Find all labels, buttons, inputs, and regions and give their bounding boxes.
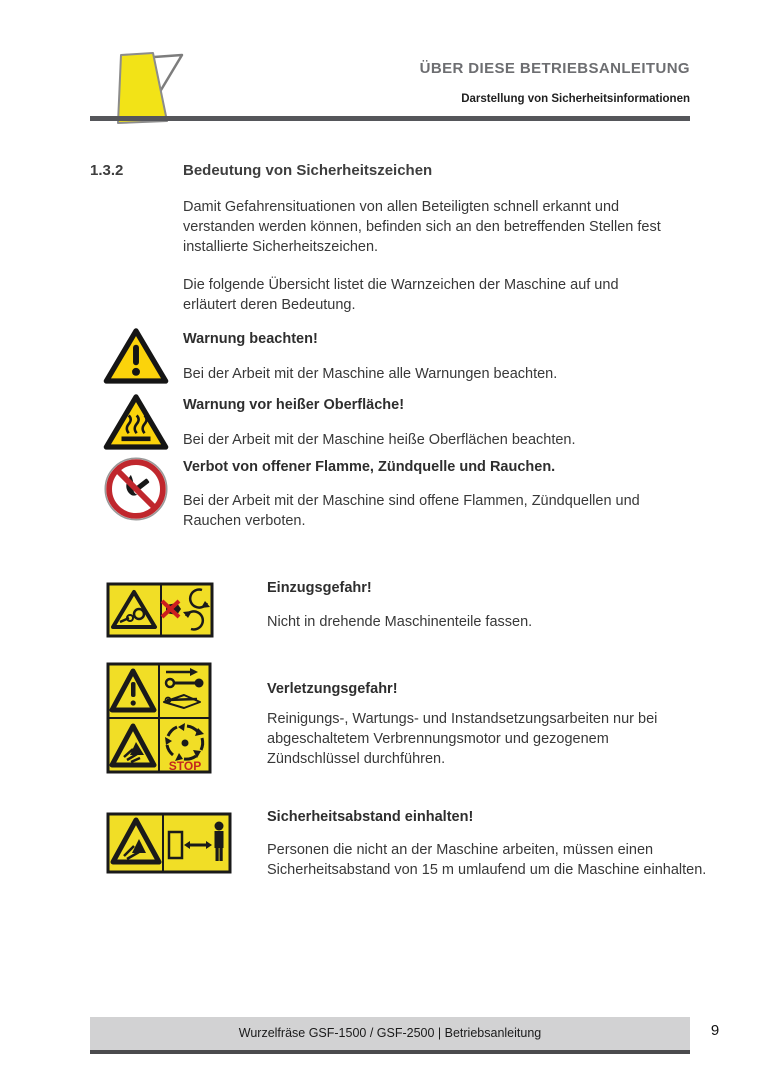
warning-item-6	[106, 812, 232, 874]
warning-4-body: Nicht in drehende Maschinenteile fassen.	[267, 614, 533, 630]
footer-page-number: 9	[710, 1022, 720, 1039]
warning-2-body: Bei der Arbeit mit der Maschine heiße Oberflächen beachten.	[183, 432, 576, 448]
warning-2-title: Warnung vor heißer Oberfläche!	[183, 397, 405, 413]
warning-1-title: Warnung beachten!	[183, 331, 318, 347]
no-open-flame-icon	[104, 457, 168, 521]
warning-item-4	[106, 582, 214, 638]
warning-3-body: Bei der Arbeit mit der Maschine sind offene Flammen, Zündquellen und Rauchen verboten.	[183, 493, 640, 529]
injury-hazard-sticker-icon	[106, 662, 212, 774]
warning-5-body: Reinigungs-, Wartungs- und Instandsetzungsarbeiten nur bei abgeschaltetem Verbrennungsmotor und gezogenem Zündschlüssel durchführen.	[267, 711, 658, 767]
company-logo-icon	[92, 42, 207, 127]
warning-5-title: Verletzungsgefahr!	[267, 681, 398, 697]
company-logo	[92, 42, 207, 127]
intro-paragraph-1: Damit Gefahrensituationen von allen Beteiligten schnell erkannt und verstanden werden können, befinden sich an den betreffenden Stellen fest installierte Sicherheitszeichen.	[183, 199, 661, 255]
header-section-subtitle: Darstellung von Sicherheitsinformationen	[461, 93, 690, 105]
warning-1-body: Bei der Arbeit mit der Maschine alle Warnungen beachten.	[183, 366, 558, 382]
stop-label: STOP	[168, 759, 202, 773]
footer-bar: Wurzelfräse GSF-1500 / GSF-2500 | Betriebsanleitung	[90, 1017, 690, 1054]
safety-distance-sticker-icon	[106, 812, 232, 874]
warning-triangle-icon	[103, 327, 169, 385]
warning-item-2	[103, 393, 169, 451]
warning-item-3	[104, 457, 168, 521]
warning-4-title: Einzugsgefahr!	[267, 580, 372, 596]
section-number: 1.3.2	[90, 162, 124, 179]
warning-item-1	[103, 327, 169, 385]
header-chapter-title: ÜBER DIESE BETRIEBSANLEITUNG	[419, 60, 690, 77]
warning-3-title: Verbot von offener Flamme, Zündquelle und Rauchen.	[183, 459, 556, 475]
hot-surface-warning-icon	[103, 393, 169, 451]
warning-item-5	[106, 662, 212, 774]
entanglement-hazard-sticker-icon	[106, 582, 214, 638]
warning-6-body: Personen die nicht an der Maschine arbeiten, müssen einen Sicherheitsabstand von 15 m umlaufend um die Maschine einhalten.	[267, 842, 707, 878]
warning-6-title: Sicherheitsabstand einhalten!	[267, 809, 474, 825]
section-heading: Bedeutung von Sicherheitszeichen	[183, 162, 433, 179]
intro-paragraph-2: Die folgende Übersicht listet die Warnzeichen der Maschine auf und erläutert deren Bedeutung.	[183, 277, 619, 313]
header-rule	[90, 116, 690, 121]
